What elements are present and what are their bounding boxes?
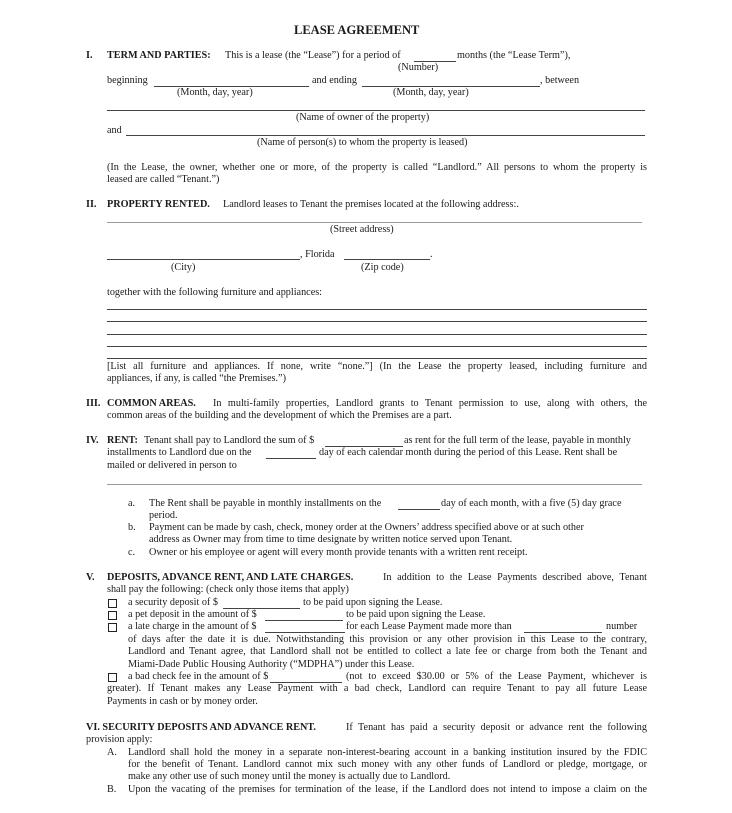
- rent-text-5: mailed or delivered in person to: [107, 460, 237, 471]
- security-deposit-checkbox[interactable]: [108, 599, 117, 608]
- option-3-line-2: of days after the date it is due. Notwithstanding this provision or any other provision in this Lease to the contrary,: [128, 634, 647, 645]
- caption-street: (Street address): [330, 224, 394, 235]
- option-4-line-2: greater). If Tenant makes any Lease Payment with a bad check, Landlord can require Tenant to pay all future Lease: [107, 683, 647, 694]
- section-6-item-a-line-3: make any other use of such money until the money is actually due to Landlord.: [128, 771, 451, 782]
- furniture-line-2[interactable]: [107, 321, 647, 322]
- rent-item-a-mark: a.: [128, 498, 136, 509]
- rent-text-2: as rent for the full term of the lease, payable in monthly: [404, 435, 631, 446]
- section-2-heading: PROPERTY RENTED.: [107, 199, 210, 210]
- option-3-text-2: for each Lease Payment made more than: [346, 621, 512, 632]
- document-title: LEASE AGREEMENT: [294, 23, 420, 37]
- section-2-text: Landlord leases to Tenant the premises located at the following address:.: [223, 199, 519, 210]
- zip-period: .: [430, 249, 433, 260]
- section-6-item-a-mark: A.: [107, 747, 117, 758]
- section-1-text-2: months (the “Lease Term”),: [457, 50, 571, 61]
- late-charge-amount-field[interactable]: [265, 632, 345, 633]
- option-4-line-3: Payments in cash or by money order.: [107, 696, 258, 707]
- section-1-number: I.: [86, 50, 93, 61]
- rent-item-c-mark: c.: [128, 547, 136, 558]
- late-days-number-field[interactable]: [524, 632, 602, 633]
- option-3-text-3: number: [606, 621, 638, 632]
- section-1-note-line-2: leased are called “Tenant.”): [107, 174, 220, 185]
- section-6-item-a-line-1: Landlord shall hold the money in a separate non-interest-bearing account in a banking institution insured by the FDIC: [128, 747, 647, 758]
- late-charge-checkbox[interactable]: [108, 623, 117, 632]
- option-3-line-3: Landlord and Tenant agree, that Landlord shall not be entitled to collect a late fee or charge from both the Tenant and: [128, 646, 647, 657]
- option-1-text: a security deposit of $: [128, 597, 218, 608]
- florida-label: , Florida: [300, 249, 335, 260]
- section-6-line-2: provision apply:: [86, 734, 153, 745]
- section-1-heading: TERM AND PARTIES:: [107, 50, 211, 61]
- furniture-line-1[interactable]: [107, 309, 647, 310]
- caption-beginning-date: (Month, day, year): [177, 87, 253, 98]
- caption-zip: (Zip code): [361, 262, 404, 273]
- rent-item-b-line-1: Payment can be made by cash, check, money order at the Owners’ address specified above or at such other: [149, 522, 584, 533]
- option-2-text-2: to be paid upon signing the Lease.: [346, 609, 486, 620]
- installment-day-field[interactable]: [398, 509, 440, 510]
- section-5-line-2: shall pay the following: (check only those items that apply): [107, 584, 349, 595]
- rent-item-b-mark: b.: [128, 522, 136, 533]
- between-label: , between: [540, 75, 580, 86]
- section-6-item-b-line-1: Upon the vacating of the premises for termination of the lease, if the Landlord does not intend to impose a claim on the: [128, 784, 647, 795]
- section-2-note-line-1: [List all furniture and appliances. If none, write “none.”] (In the Lease the property leased, including furniture and: [107, 361, 647, 372]
- furniture-line-4[interactable]: [107, 346, 647, 347]
- section-5-heading: DEPOSITS, ADVANCE RENT, AND LATE CHARGES.: [107, 572, 354, 583]
- section-2-number: II.: [86, 199, 97, 210]
- caption-tenants: (Name of person(s) to whom the property is leased): [257, 137, 468, 148]
- pet-deposit-checkbox[interactable]: [108, 611, 117, 620]
- furniture-line-3[interactable]: [107, 334, 647, 335]
- section-1-note-line-1: (In the Lease, the owner, whether one or more, of the property is called “Landlord.” All persons to whom the property is: [107, 162, 647, 173]
- option-1-text-2: to be paid upon signing the Lease.: [303, 597, 443, 608]
- section-3-line-1: In multi-family properties, Landlord grants to Tenant permission to use, along with others, the: [213, 398, 647, 409]
- section-4-number: IV.: [86, 435, 99, 446]
- section-1-text: This is a lease (the “Lease”) for a period of: [225, 50, 401, 61]
- furniture-label: together with the following furniture and appliances:: [107, 287, 323, 298]
- city-field[interactable]: [107, 259, 300, 260]
- section-3-heading: COMMON AREAS.: [107, 398, 196, 409]
- option-3-text: a late charge in the amount of $: [128, 621, 257, 632]
- section-6-item-a-line-2: for the benefit of Tenant. Landlord cannot mix such money with any other funds of Landlord or pledge, mortgage, or: [128, 759, 647, 770]
- and-label: and: [107, 125, 122, 136]
- option-2-text: a pet deposit in the amount of $: [128, 609, 257, 620]
- caption-city: (City): [171, 262, 196, 273]
- pet-deposit-amount-field[interactable]: [265, 620, 343, 621]
- caption-owner: (Name of owner of the property): [296, 112, 430, 123]
- section-3-line-2: common areas of the building and the development of which the Premises are a part.: [107, 410, 452, 421]
- bad-check-fee-checkbox[interactable]: [108, 673, 117, 682]
- section-2-note-line-2: appliances, if any, is called “the Premises.”): [107, 373, 286, 384]
- furniture-line-5[interactable]: [107, 358, 647, 359]
- section-4-heading: RENT:: [107, 435, 138, 446]
- section-5-number: V.: [86, 572, 95, 583]
- section-6-line-1: If Tenant has paid a security deposit or advance rent the following: [346, 722, 647, 733]
- section-6-heading: VI. SECURITY DEPOSITS AND ADVANCE RENT.: [86, 722, 316, 733]
- rent-item-a-text: The Rent shall be payable in monthly installments on the: [149, 498, 382, 509]
- caption-ending-date: (Month, day, year): [393, 87, 469, 98]
- zip-code-field[interactable]: [344, 259, 430, 260]
- beginning-label: beginning: [107, 75, 148, 86]
- option-4-text: a bad check fee in the amount of $: [128, 671, 269, 682]
- rent-due-day-field[interactable]: [266, 458, 316, 459]
- section-6-item-b-mark: B.: [107, 784, 117, 795]
- tenant-name-field[interactable]: [126, 135, 645, 136]
- rent-item-a-line-2: period.: [149, 510, 178, 521]
- rent-text-3: installments to Landlord due on the: [107, 447, 252, 458]
- rent-item-b-line-2: address as Owner may from time to time designate by written notice served upon Tenant.: [149, 534, 513, 545]
- rent-text-1: Tenant shall pay to Landlord the sum of $: [144, 435, 315, 446]
- option-4-text-2: (not to exceed $30.00 or 5% of the Lease Payment, whichever is: [346, 671, 647, 682]
- street-address-field[interactable]: [107, 222, 642, 223]
- section-5-line-1: In addition to the Lease Payments described above, Tenant: [383, 572, 647, 583]
- option-3-line-4: Miami-Dade Public Housing Authority (“MDPHA”) under this Lease.: [128, 659, 415, 670]
- rent-item-a-text-2: day of each month, with a five (5) day grace: [441, 498, 622, 509]
- caption-number: (Number): [398, 62, 439, 73]
- section-3-number: III.: [86, 398, 101, 409]
- rent-payee-address-field[interactable]: [107, 484, 642, 485]
- owner-name-field[interactable]: [107, 110, 645, 111]
- rent-text-4: day of each calendar month during the period of this Lease. Rent shall be: [319, 447, 618, 458]
- rent-item-c-line-1: Owner or his employee or agent will every month provide tenants with a written rent receipt.: [149, 547, 528, 558]
- ending-label: and ending: [312, 75, 357, 86]
